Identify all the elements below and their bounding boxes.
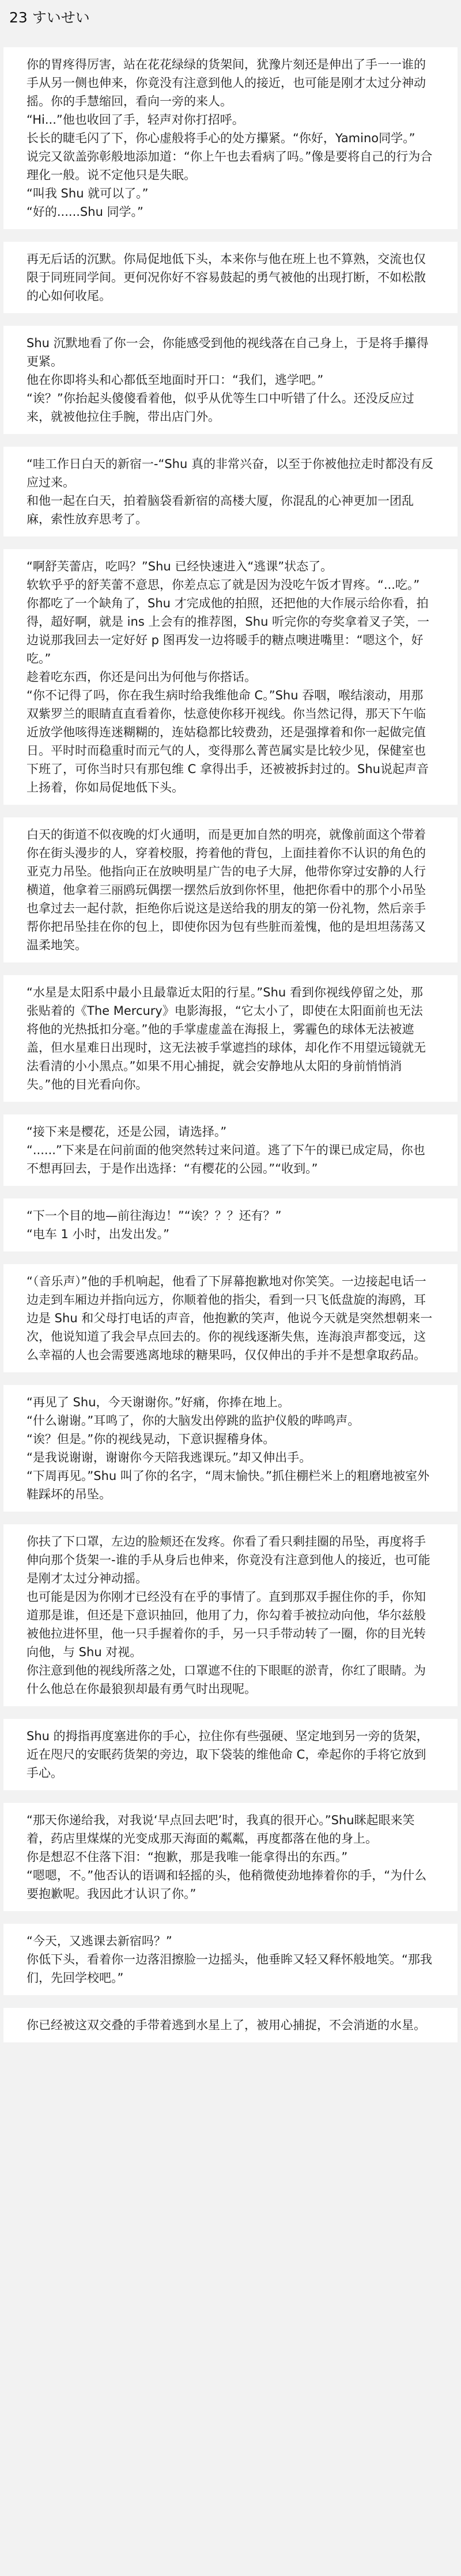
story-paragraph: “诶？”你抬起头傻傻看着他，似乎从优等生口中听错了什么。还没反应过来，就被他拉住手腕，带出店门外。 <box>27 391 414 424</box>
story-paragraph: 你扶了下口罩，左边的脸颊还在发疼。你看了看只剩挂圈的吊坠，再度将手伸向那个货架一-谁的手从身后也伸来，你竟没有注意到他人的接近，也可能是刚才太过分神动摇。 <box>27 1535 430 1585</box>
story-paragraph: 你已经被这双交叠的手带着逃到水星上了，被用心捕捉，不会消逝的水星。 <box>27 2018 426 2032</box>
story-paragraph: “Hi...”他也收回了手，轻声对你打招呼。 <box>27 113 244 127</box>
story-section <box>3 326 458 434</box>
story-paragraph: Shu 沉默地看了你一会，你能感受到他的视线落在自己身上，于是将手攥得更紧。 <box>27 336 429 368</box>
story-paragraph: 也可能是因为你刚才已经没有在乎的事情了。直到那双手握住你的手，你知道那是谁，但还是下意识抽回，他用了力，你勾着手被拉动向他，华尔兹般被他拉进怀里，他一只手握着你的手，另一只手带动转了一圈，你的目光转向他，与 Shu 对视。 <box>27 1590 426 1659</box>
story-paragraph: “（音乐声）”他的手机响起，他看了下屏幕抱歉地对你笑笑。一边接起电话一边走到车厢边并指向远方，你顺着他的指尖，看到一只飞低盘旋的海鸥，耳边是 Shu 和父母打电话的声音，他抱歉的笑声，他说今天就是突然想朝来一次，他说知道了我会早点回去的。你的视线逐渐失焦，连海浪声都变远，这么幸福的人也会需要逃离地球的糖果吗，仅仅伸出的手并不是想拿取药品。 <box>27 1274 433 1362</box>
story-paragraph: “水星是太阳系中最小且最靠近太阳的行星。”Shu 看到你视线停留之处，那张贴着的《The Mercury》电影海报，“它太小了，即使在太阳面前也无法将他的光热抵扣分毫。”他的手掌虚虚盖在海报上，雾霾色的球体无法被遮盖，但水星难日出现时，这无法被手掌遮挡的球体，却化作不用望远镜就无法看清的小小黑点。”如果不用心捕捉，就会安静地从太阳的身前悄悄消失。”他的目光看向你。 <box>27 985 426 1091</box>
story-section <box>3 1924 458 1995</box>
story-paragraph: 再无后话的沉默。你局促地低下头，本来你与他在班上也不算熟，交流也仅限于同班同学间。更何况你好不容易鼓起的勇气被他的出现打断，不如松散的心如何收尾。 <box>27 252 426 303</box>
story-paragraph: “接下来是樱花，还是公园，请选择。” <box>27 1125 227 1139</box>
story-paragraph: 和他一起在白天，拍着脑袋看新宿的高楼大厦，你混乱的心神更加一团乱麻，索性放弃思考了。 <box>27 494 414 526</box>
story-paragraph: “下周再见。”Shu 叫了你的名字，“周末愉快。”抓住棚栏米上的粗磨地被室外鞋踩坏的吊坠。 <box>27 1469 430 1501</box>
story-section <box>3 2008 458 2042</box>
story-section <box>3 1114 458 1186</box>
story-section <box>3 975 458 1102</box>
story-paragraph: 趁着吃东西，你还是问出为何他与你搭话。 <box>27 670 256 684</box>
story-paragraph: “那天你递给我，对我说‘早点回去吧’时，我真的很开心。”Shu眯起眼来笑着，药店里煤煤的光变成那天海面的粼粼，再度都落在他的身上。 <box>27 1813 415 1846</box>
story-paragraph: “今天，又逃课去新宿吗？” <box>27 1934 172 1948</box>
story-paragraph: 你是想忍不住落下泪：“抱歉，那是我唯一能拿得出的东西。” <box>27 1850 348 1864</box>
story-section <box>3 1264 458 1372</box>
story-paragraph: 白天的街道不似夜晚的灯火通明，而是更加自然的明亮，就像前面这个带着你在街头漫步的人，穿着校服，挎着他的背包，上面挂着你不认识的角色的亚克力吊坠。他指向正在放映明星广告的电子大屏，他带你穿过安静的人行横道，他拿着三丽鸥玩偶摆一摆然后放到你怀里，他把你看中的那个小吊坠也拿过去一起付款，拒绝你后说这是送给我的朋友的第一份礼物，然后亲手帮你把吊坠挂在你的包上，即使你因为包有些脏而羞愧，他的是坦坦荡荡又温柔地笑。 <box>27 828 426 952</box>
story-paragraph: “电车 1 小时，出发出发。” <box>27 1227 169 1241</box>
story-paragraph: 长长的睫毛闪了下，你心虚般将手心的处方攥紧。“你好，Yamino同学。” <box>27 131 415 145</box>
story-paragraph: 你注意到他的视线所落之处，口罩遮不住的下眼眶的淤青，你红了眼睛。为什么他总在你最狼狈却最有勇气时出现呢。 <box>27 1664 426 1696</box>
story-section <box>3 549 458 805</box>
story-section <box>3 817 458 962</box>
story-paragraph: “好的......Shu 同学。” <box>27 205 143 219</box>
story-paragraph: “你不记得了吗，你在我生病时给我维他命 C。”Shu 吞咽，喉结滚动，用那双紫罗兰的眼睛直直看着你，怯意使你移开视线。你当然记得，那天下午临近放学他咳得连迷糊糊的，连姑稳都比较费劲，还是强撑着和你一起做完值日。平时时而稳重时而元气的人，变得那么菁芭属实是比较少见，保健室也下班了，可你当时只有那包维 C 拿得出手，还被被拆封过的。Shu说起声音上扬着，你如局促地低下头。 <box>27 688 429 794</box>
story-paragraph: “哇工作日白天的新宿一-“Shu 真的非常兴奋，以至于你被他拉走时都没有反应过来。 <box>27 457 433 489</box>
story-paragraph: “什么谢谢。”耳鸣了，你的大脑发出停跳的监护仪般的哔鸣声。 <box>27 1414 360 1428</box>
story-paragraph: 说完又欲盖弥彰般地添加道：“你上午也去看病了吗。”像是要将自己的行为合理化一般。说不定他只是失眠。 <box>27 150 433 182</box>
story-paragraph: 软软乎乎的舒芙蕾不意思，你差点忘了就是因为没吃午饭才胃疼。“...吃。” <box>27 578 420 592</box>
story-paragraph: “叫我 Shu 就可以了。” <box>27 187 149 200</box>
story-paragraph: “......”下来是在问前面的他突然转过来问道。逃了下午的课已成定局，你也不想再回去，于是作出选择：“有樱花的公园。”“收到。” <box>27 1143 425 1175</box>
story-paragraph: “啊舒芙蕾店，吃吗？”Shu 已经快速进入“逃课”状态了。 <box>27 560 333 573</box>
story-section <box>3 1803 458 1911</box>
story-section <box>3 1198 458 1251</box>
story-paragraph: “诶？但是。”你的视线晃动，下意识握稽身体。 <box>27 1432 275 1446</box>
story-paragraph: “是我说谢谢，谢谢你今天陪我逃课玩。”却又伸出手。 <box>27 1451 312 1464</box>
story-paragraph: 你低下头，看着你一边落泪擦脸一边摇头，他垂眸又轻又释怀般地笑。“那我们，先回学校吧。” <box>27 1953 432 1985</box>
page-title: 23 すいせい <box>9 9 90 26</box>
story-section <box>3 1524 458 1706</box>
story-paragraph: “下一个目的地—前往海边！”“诶？？？还有？” <box>27 1209 282 1223</box>
story-paragraph: “嗯嗯，不。”他否认的语调和轻摇的头，他稍微使劲地捧着你的手，“为什么要抱歉呢。我因此才认识了你。” <box>27 1869 427 1901</box>
story-section <box>3 47 458 229</box>
story-paragraph: 你的胃疼得厉害，站在花花绿绿的货架间，犹豫片刻还是伸出了手一一谁的手从另一侧也伸来，你竟没有注意到他人的接近，也可能是刚才太过分神动摇。你的手慧缩回，看向一旁的来人。 <box>27 58 426 108</box>
story-section <box>3 242 458 313</box>
story-paragraph: 你都吃了一个缺角了，Shu 才完成他的拍照，还把他的大作展示给你看，拍得，超好啊，就是 ins 上会有的推荐图，Shu 听完你的夸奖拿着叉子笑，一边说那我回去一定好好 p 图再发一边将暖手的糖点噢进嘴里：“嗯这个，好吃。” <box>27 596 430 665</box>
story-paragraph: 他在你即将头和心都低至地面时开口：“我们，逃学吧。” <box>27 373 324 387</box>
story-paragraph: Shu 的拇指再度塞进你的手心，拉住你有些强硬、坚定地到另一旁的货架，近在咫尺的安眠药货架的旁边，取下袋装的维他命 C，牵起你的手将它放到手心。 <box>27 1729 429 1780</box>
story-section <box>3 1385 458 1512</box>
story-section <box>3 1719 458 1790</box>
story-body <box>27 47 434 2042</box>
story-section <box>3 447 458 536</box>
story-paragraph: “再见了 Shu，今天谢谢你。”好痛，你捧在地上。 <box>27 1395 290 1409</box>
